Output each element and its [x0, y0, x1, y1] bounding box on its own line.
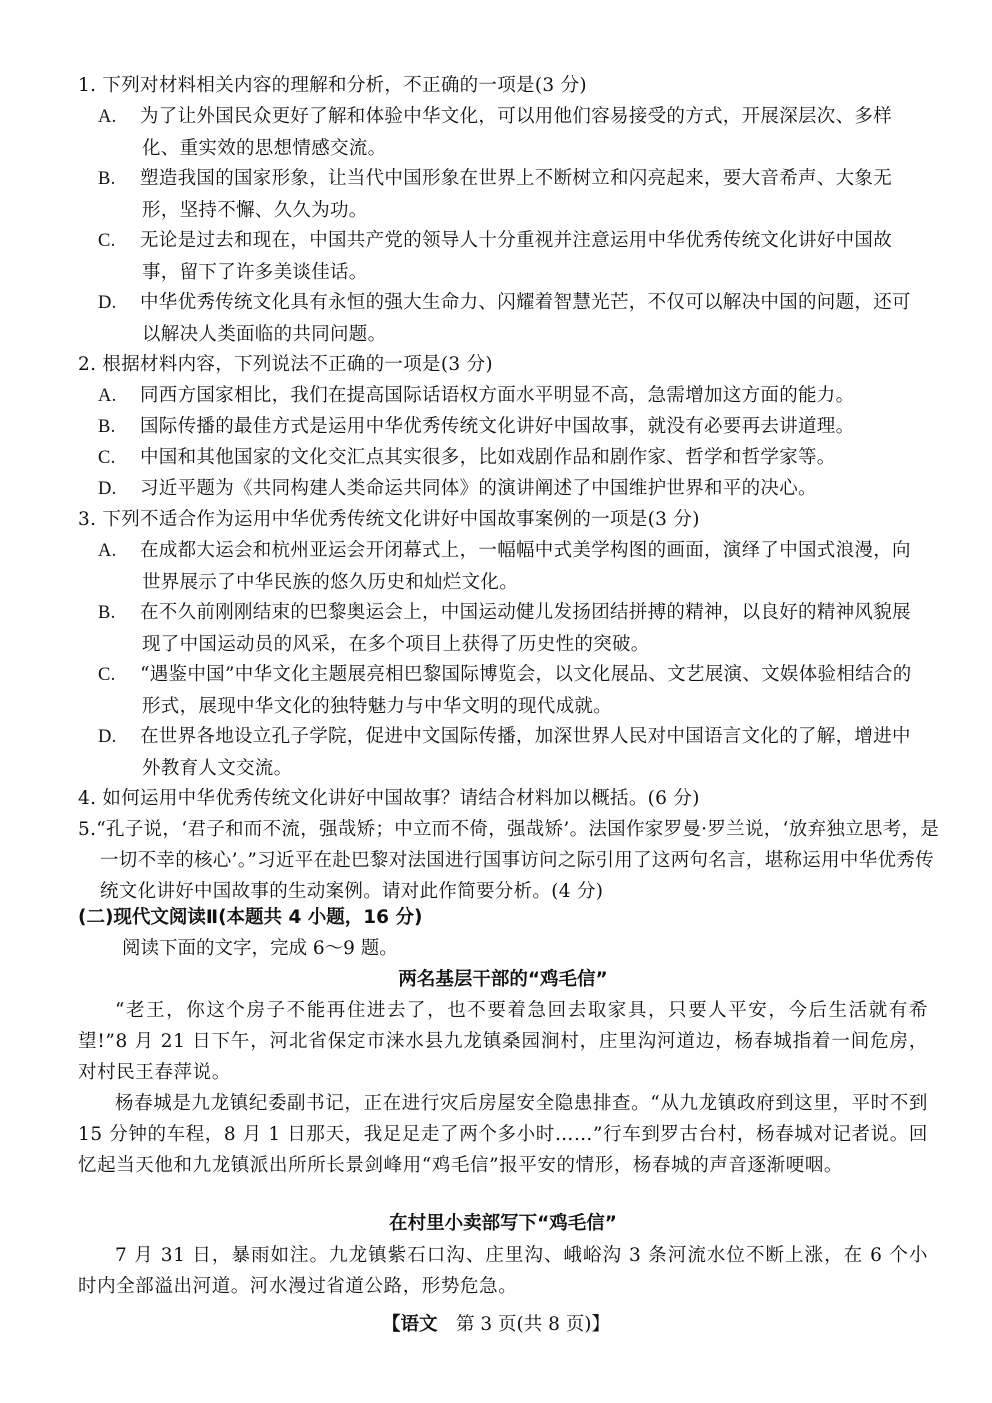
- option-text: 塑造我国的国家形象，让当代中国形象在世界上不断树立和闪亮起来，要大音希声、大象无形，坚持不懈、久久为功。: [140, 168, 893, 221]
- question-2-option-a: [98, 380, 926, 412]
- question-3-stem: 3. 下列不适合作为运用中华优秀传统文化讲好中国故事案例的一项是(3 分): [78, 509, 700, 530]
- option-text: 为了让外国民众更好了解和体验中华文化，可以用他们容易接受的方式，开展深层次、多样化、重实效的思想情感交流。: [140, 106, 893, 159]
- footer-page-number: 第 3 页(共 8 页)】: [456, 1314, 610, 1335]
- option-label: A.: [98, 386, 117, 406]
- option-text: 同西方国家相比，我们在提高国际话语权方面水平明显不高，急需增加这方面的能力。: [140, 385, 855, 406]
- option-text: “遇鉴中国”中华文化主题展亮相巴黎国际博览会，以文化展品、文艺展演、文娱体验相结合的形式，展现中华文化的独特魅力与中华文明的现代成就。: [140, 664, 912, 717]
- option-text: 无论是过去和现在，中国共产党的领导人十分重视并注意运用中华优秀传统文化讲好中国故事，留下了许多美谈佳话。: [140, 230, 893, 283]
- question-2-stem: 2. 根据材料内容，下列说法不正确的一项是(3 分): [78, 354, 493, 375]
- question-3-option-a: [98, 535, 926, 598]
- option-label: B.: [98, 169, 116, 189]
- option-text: 在不久前刚刚结束的巴黎奥运会上，中国运动健儿发扬团结拼搏的精神，以良好的精神风貌展现了中国运动员的风采，在多个项目上获得了历史性的突破。: [140, 602, 911, 655]
- option-label: C.: [98, 448, 116, 468]
- option-label: A.: [98, 107, 117, 127]
- article-paragraph-3: 7 月 31 日，暴雨如注。九龙镇紫石口沟、庄里沟、峨峪沟 3 条河流水位不断上涨，在 6 个小时内全部溢出河道。河水漫过省道公路，形势危急。: [78, 1245, 928, 1297]
- question-1-option-b: [98, 163, 926, 226]
- option-label: D.: [98, 479, 117, 499]
- article-title: 两名基层干部的“鸡毛信”: [398, 969, 608, 990]
- article-subtitle: 在村里小卖部写下“鸡毛信”: [389, 1213, 617, 1234]
- question-4: 4. 如何运用中华优秀传统文化讲好中国故事？请结合材料加以概括。(6 分): [78, 788, 700, 809]
- question-1-option-d: [98, 287, 926, 350]
- question-2-option-c: [98, 442, 926, 474]
- option-label: A.: [98, 541, 117, 561]
- question-1-option-a: [98, 101, 926, 164]
- question-2-option-b: [98, 411, 926, 443]
- question-5: 5.“孔子说，‘君子和而不流，强哉矫；中立而不倚，强哉矫’。法国作家罗曼·罗兰说，‘放弃独立思考，是一切不幸的核心’。”习近平在赴巴黎对法国进行国事访问之际引用了这两句名言，堪称运用中华优秀传统文化讲好中国故事的生动案例。请对此作简要分析。(4 分): [78, 819, 940, 902]
- option-label: C.: [98, 231, 116, 251]
- option-text: 中华优秀传统文化具有永恒的强大生命力、闪耀着智慧光芒，不仅可以解决中国的问题，还可以解决人类面临的共同问题。: [140, 292, 911, 345]
- question-2-option-d: [98, 473, 926, 505]
- option-label: D.: [98, 293, 117, 313]
- page-footer: [0, 1310, 992, 1340]
- question-3-option-c: [98, 659, 926, 722]
- option-label: C.: [98, 665, 116, 685]
- question-3-option-d: [98, 721, 926, 784]
- footer-subject: 【语文: [381, 1314, 438, 1335]
- option-label: B.: [98, 603, 116, 623]
- question-1-option-c: [98, 225, 926, 288]
- question-1-stem: 1. 下列对材料相关内容的理解和分析，不正确的一项是(3 分): [78, 75, 587, 96]
- option-text: 习近平题为《共同构建人类命运共同体》的演讲阐述了中国维护世界和平的决心。: [140, 478, 817, 499]
- option-label: D.: [98, 727, 117, 747]
- article-paragraph-1: “老王，你这个房子不能再住进去了，也不要着急回去取家具，只要人平安，今后生活就有希望!”8 月 21 日下午，河北省保定市涞水县九龙镇桑园涧村，庄里沟河道边，杨春城指着一间危房，对村民王春萍说。: [78, 1000, 928, 1083]
- option-text: 在成都大运会和杭州亚运会开闭幕式上，一幅幅中式美学构图的画面，演绎了中国式浪漫，向世界展示了中华民族的悠久历史和灿烂文化。: [140, 540, 911, 593]
- reading-instruction: 阅读下面的文字，完成 6～9 题。: [122, 938, 398, 959]
- option-text: 中国和其他国家的文化交汇点其实很多，比如戏剧作品和剧作家、哲学和哲学家等。: [140, 447, 836, 468]
- section-heading: (二)现代文阅读Ⅱ(本题共 4 小题，16 分): [78, 907, 423, 928]
- question-3-option-b: [98, 597, 926, 660]
- option-text: 国际传播的最佳方式是运用中华优秀传统文化讲好中国故事，就没有必要再去讲道理。: [140, 416, 855, 437]
- option-text: 在世界各地设立孔子学院，促进中文国际传播，加深世界人民对中国语言文化的了解，增进中外教育人文交流。: [140, 726, 911, 779]
- article-paragraph-2: 杨春城是九龙镇纪委副书记，正在进行灾后房屋安全隐患排查。“从九龙镇政府到这里，平时不到 15 分钟的车程，8 月 1 日那天，我足足走了两个多小时……”行车到罗古台村，杨春城对记者说。回忆起当天他和九龙镇派出所所长景剑峰用“鸡毛信”报平安的情形，杨春城的声音逐渐哽咽。: [78, 1093, 928, 1176]
- option-label: B.: [98, 417, 116, 437]
